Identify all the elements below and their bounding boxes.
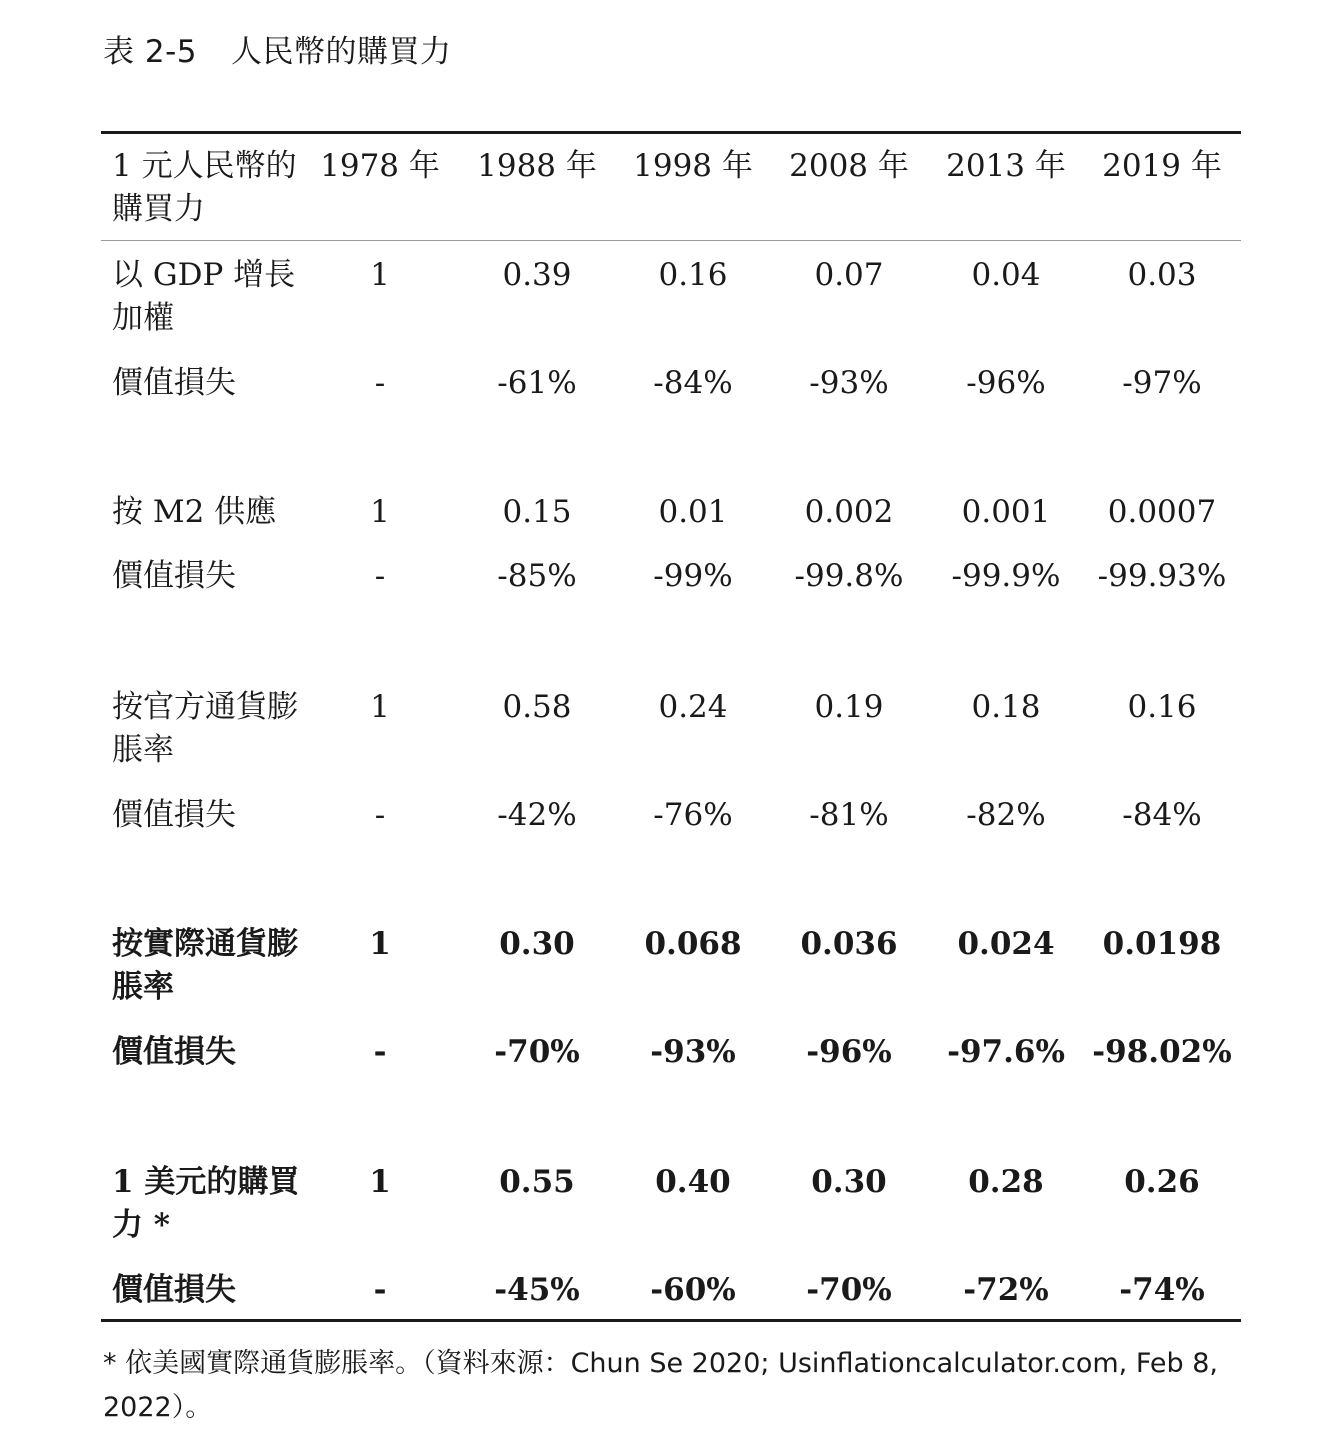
table-caption: 人民幣的購買力 [231, 34, 452, 70]
header-year: 2008 年 [789, 148, 909, 184]
table-cell: -97.6% [947, 1034, 1065, 1070]
table-cell: -93% [809, 365, 889, 401]
table-cell: -76% [653, 797, 733, 833]
table-cell: 0.24 [658, 689, 728, 725]
row-label: 價值損失 [112, 1272, 236, 1308]
row-label: 1 美元的購買力 * [112, 1164, 300, 1243]
table-cell: 0.30 [499, 926, 575, 962]
table-cell: 0.19 [814, 689, 884, 725]
table-cell: 0.001 [961, 494, 1051, 530]
table-cell: - [373, 1272, 387, 1308]
row-label: 價值損失 [112, 558, 236, 594]
table-cell: 0.0198 [1102, 926, 1222, 962]
table-cell: 0.002 [804, 494, 894, 530]
table-cell: -85% [497, 558, 577, 594]
table-cell: 1 [369, 926, 391, 962]
table-cell: -45% [494, 1272, 580, 1308]
table-cell: -42% [497, 797, 577, 833]
table-cell: 0.068 [644, 926, 742, 962]
row-label: 價值損失 [112, 797, 236, 833]
table-cell: -99% [653, 558, 733, 594]
table-title [103, 26, 452, 71]
header-year: 1998 年 [633, 148, 753, 184]
table-cell: 1 [370, 689, 390, 725]
table-cell: -60% [650, 1272, 736, 1308]
table-cell: 0.55 [499, 1164, 575, 1200]
table-cell: 0.28 [968, 1164, 1044, 1200]
table-cell: - [373, 1034, 387, 1070]
top-rule [101, 131, 1241, 134]
row-label: 按官方通貨膨脹率 [112, 689, 298, 768]
header-year: 2019 年 [1102, 148, 1222, 184]
row-label: 價值損失 [112, 365, 236, 401]
table-cell: 0.18 [971, 689, 1041, 725]
bottom-rule [101, 1319, 1241, 1322]
table-cell: 0.58 [502, 689, 572, 725]
table-cell: -70% [806, 1272, 892, 1308]
table-cell: -84% [653, 365, 733, 401]
table-cell: 0.40 [655, 1164, 731, 1200]
row-label: 價值損失 [112, 1034, 236, 1070]
table-cell: -84% [1122, 797, 1202, 833]
table-cell: -96% [806, 1034, 892, 1070]
table-cell: - [374, 797, 386, 833]
table-cell: 0.07 [814, 257, 884, 293]
table-cell: 0.0007 [1107, 494, 1217, 530]
row-label: 按實際通貨膨脹率 [112, 926, 298, 1005]
header-year: 2013 年 [946, 148, 1066, 184]
table-cell: - [374, 365, 386, 401]
table-cell: -74% [1119, 1272, 1205, 1308]
table-cell: -82% [966, 797, 1046, 833]
table-cell: 0.15 [502, 494, 572, 530]
table-cell: -97% [1122, 365, 1202, 401]
table-cell: -99.93% [1097, 558, 1227, 594]
row-label: 以 GDP 增長加權 [112, 257, 296, 336]
table-cell: 1 [369, 1164, 391, 1200]
header-year: 1978 年 [320, 148, 440, 184]
table-cell: 0.03 [1127, 257, 1197, 293]
table-cell: -72% [963, 1272, 1049, 1308]
header-rule [101, 240, 1241, 241]
table-cell: -93% [650, 1034, 736, 1070]
header-year: 1988 年 [477, 148, 597, 184]
table-number: 表 2-5 [103, 34, 197, 70]
table-cell: -61% [497, 365, 577, 401]
table-cell: - [374, 558, 386, 594]
table-cell: 0.26 [1124, 1164, 1200, 1200]
table-cell: 0.024 [957, 926, 1055, 962]
table-cell: -99.9% [951, 558, 1061, 594]
table-footnote: * 依美國實際通貨膨脹率。（資料來源：Chun Se 2020; Usinflationcalculator.com, Feb 8, 2022）。 [103, 1348, 1218, 1423]
header-label: 1 元人民幣的購買力 [112, 148, 297, 227]
table-cell: -70% [494, 1034, 580, 1070]
table-cell: -98.02% [1092, 1034, 1232, 1070]
table-cell: 1 [370, 494, 390, 530]
table-cell: -99.8% [794, 558, 904, 594]
table-cell: 0.30 [811, 1164, 887, 1200]
table-cell: 0.39 [502, 257, 572, 293]
table-cell: -81% [809, 797, 889, 833]
table-cell: 1 [370, 257, 390, 293]
row-label: 按 M2 供應 [112, 494, 277, 530]
table-cell: 0.01 [658, 494, 728, 530]
table-cell: 0.16 [1127, 689, 1197, 725]
table-cell: 0.036 [800, 926, 898, 962]
table-cell: 0.16 [658, 257, 728, 293]
table-cell: 0.04 [971, 257, 1041, 293]
table-cell: -96% [966, 365, 1046, 401]
